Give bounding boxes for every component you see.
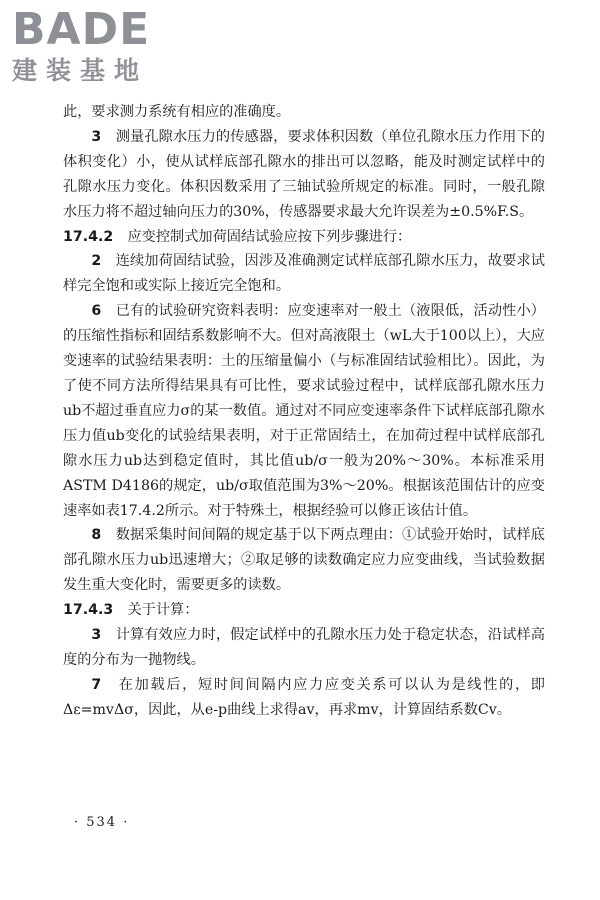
section-title: 关于计算： xyxy=(127,602,199,619)
paragraph xyxy=(63,100,545,125)
paragraph-text: 数据采集时间间隔的规定基于以下两点理由：①试验开始时，试样底部孔隙水压力ub迅速增大；②取足够的读数确定应力应变曲线，当试验数据发生重大变化时，需要更多的读数。 xyxy=(63,527,545,594)
clause-paragraph xyxy=(63,249,545,299)
paragraph-text: 连续加荷固结试验，因涉及准确测定试样底部孔隙水压力，故要求试样完全饱和或实际上接近完全饱和。 xyxy=(63,253,545,295)
section-title: 应变控制式加荷固结试验应按下列步骤进行： xyxy=(127,228,412,245)
section-number: 17.4.3 xyxy=(63,602,114,619)
paragraph-text: 测量孔隙水压力的传感器，要求体积因数（单位孔隙水压力作用下的体积变化）小，使从试样底部孔隙水的排出可以忽略，能及时测定试样中的孔隙水压力变化。体积因数采用了三轴试验所规定的标准。同时，一般孔隙水压力将不超过轴向压力的30%，传感器要求最大允许误差为±0.5%F.S。 xyxy=(63,128,545,220)
clause-paragraph xyxy=(63,623,545,673)
logo xyxy=(12,6,182,92)
clause-number: 6 xyxy=(91,303,102,320)
logo-subtitle: 建装基地 xyxy=(12,56,149,85)
paragraph-text: 已有的试验研究资料表明：应变速率对一般土（液限低，活动性小）的压缩性指标和固结系数影响不大。但对高液限土（wL大于100以上），大应变速率的试验结果表明：土的压缩量偏小（与标准固结试验相比）。因此，为了使不同方法所得结果具有可比性，要求试验过程中，试样底部孔隙水压力ub不超过垂直应力σ的某一数值。通过对不同应变速率条件下试样底部孔隙水压力值ub变化的试验结果表明，对于正常固结土，在加荷过程中试样底部孔隙水压力ub达到稳定值时，其比值ub/σ一般为20%～30%。本标准采用ASTM D4186的规定，ub/σ取值范围为3%～20%。根据该范围估计的应变速率如表17.4.2所示。对于特殊土，根据经验可以修正该估计值。 xyxy=(63,303,545,519)
clause-paragraph xyxy=(63,299,545,523)
logo-mark: BADE xyxy=(12,4,151,55)
paragraph-text: 在加载后，短时间间隔内应力应变关系可以认为是线性的，即Δε=mvΔσ，因此，从e-p曲线上求得av，再求mv，计算固结系数Cv。 xyxy=(63,676,545,718)
clause-paragraph xyxy=(63,523,545,598)
section-number: 17.4.2 xyxy=(63,228,114,245)
document-body xyxy=(63,100,545,723)
section-heading xyxy=(63,225,545,250)
paragraph-text: 此，要求测力系统有相应的准确度。 xyxy=(63,104,291,120)
clause-number: 3 xyxy=(91,128,102,145)
paragraph-text: 计算有效应力时，假定试样中的孔隙水压力处于稳定状态，沿试样高度的分布为一抛物线。 xyxy=(63,627,545,668)
section-heading xyxy=(63,598,545,623)
clause-number: 3 xyxy=(91,627,102,644)
page-number: · 534 · xyxy=(74,815,130,830)
clause-paragraph xyxy=(63,125,545,225)
clause-number: 8 xyxy=(91,527,102,544)
clause-number: 7 xyxy=(91,676,102,693)
clause-number: 2 xyxy=(91,253,102,270)
clause-paragraph xyxy=(63,673,545,723)
